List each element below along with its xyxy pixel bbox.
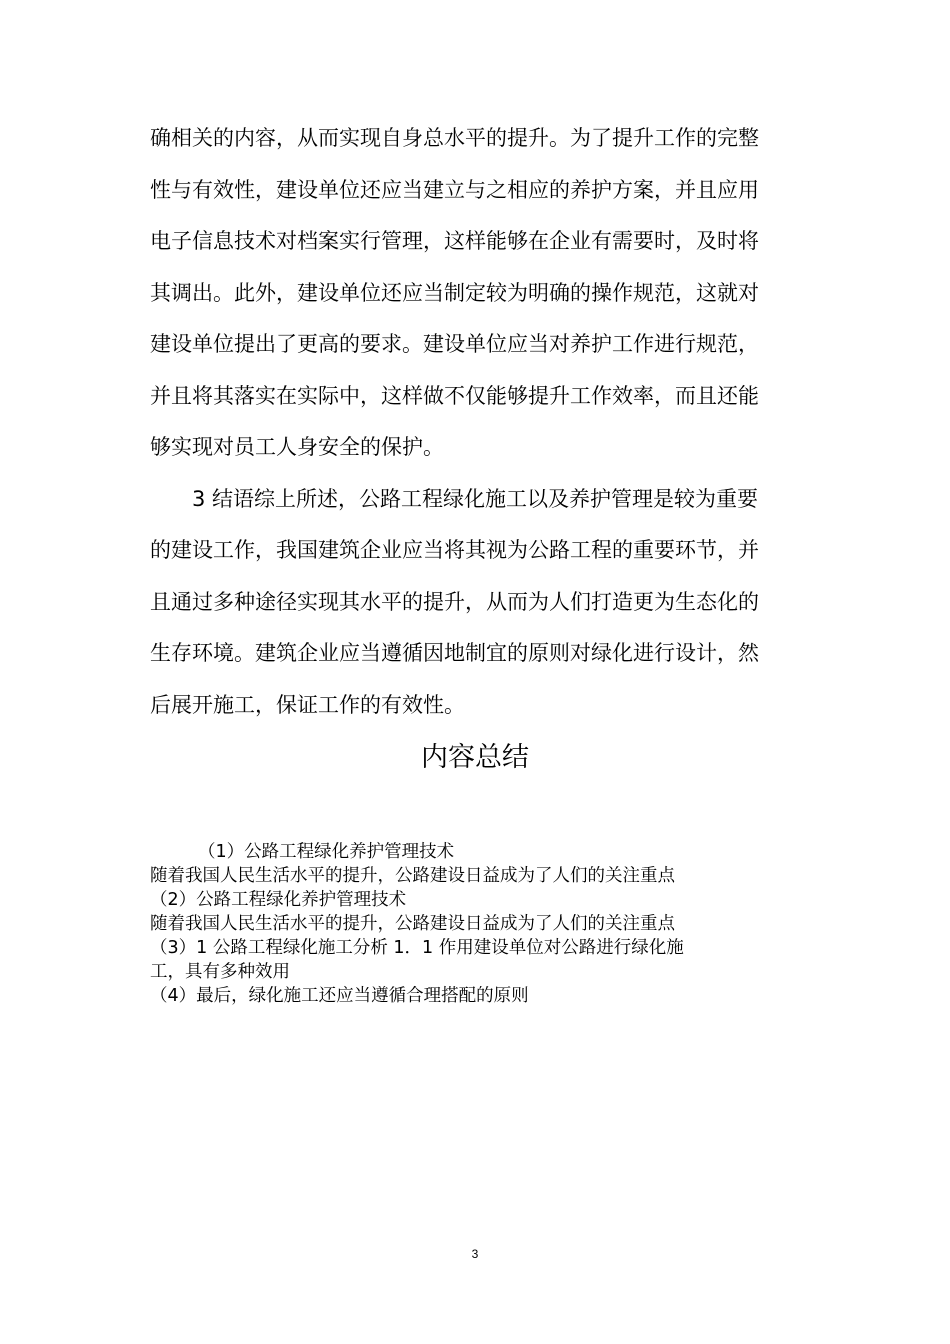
summary-line: （1）公路工程绿化养护管理技术 <box>198 842 455 862</box>
paragraph-line: 建设单位提出了更高的要求。建设单位应当对养护工作进行规范， <box>150 332 759 356</box>
paragraph-line: 确相关的内容，从而实现自身总水平的提升。为了提升工作的完整 <box>150 126 759 150</box>
page-number: 3 <box>471 1247 479 1261</box>
paragraph-line: 电子信息技术对档案实行管理，这样能够在企业有需要时，及时将 <box>150 229 759 253</box>
paragraph-line: 的建设工作，我国建筑企业应当将其视为公路工程的重要环节，并 <box>150 538 759 562</box>
summary-heading: 内容总结 <box>421 742 529 773</box>
summary-line: 随着我国人民生活水平的提升，公路建设日益成为了人们的关注重点 <box>150 914 675 934</box>
body-paragraphs <box>150 116 800 734</box>
summary-line: 随着我国人民生活水平的提升，公路建设日益成为了人们的关注重点 <box>150 866 675 886</box>
paragraph-line: 且通过多种途径实现其水平的提升，从而为人们打造更为生态化的 <box>150 589 759 614</box>
summary-line: 工，具有多种效用 <box>150 962 290 982</box>
paragraph-line: 3 结语综上所述，公路工程绿化施工以及养护管理是较为重要 <box>192 486 759 511</box>
paragraph-line: 并且将其落实在实际中，这样做不仅能够提升工作效率，而且还能 <box>150 383 759 408</box>
paragraph-line: 后展开施工，保证工作的有效性。 <box>150 692 465 717</box>
summary-line: （4）最后，绿化施工还应当遵循合理搭配的原则 <box>150 986 529 1006</box>
summary-line: （3）1 公路工程绿化施工分析 1．1 作用建设单位对公路进行绿化施 <box>150 938 684 958</box>
paragraph-line: 生存环境。建筑企业应当遵循因地制宜的原则对绿化进行设计，然 <box>150 641 759 665</box>
summary-list <box>150 840 800 1008</box>
paragraph-line: 够实现对员工人身安全的保护。 <box>150 435 444 459</box>
summary-line: （2）公路工程绿化养护管理技术 <box>150 890 407 910</box>
paragraph-line: 其调出。此外，建设单位还应当制定较为明确的操作规范，这就对 <box>150 280 759 305</box>
paragraph-line: 性与有效性，建设单位还应当建立与之相应的养护方案，并且应用 <box>150 177 759 202</box>
